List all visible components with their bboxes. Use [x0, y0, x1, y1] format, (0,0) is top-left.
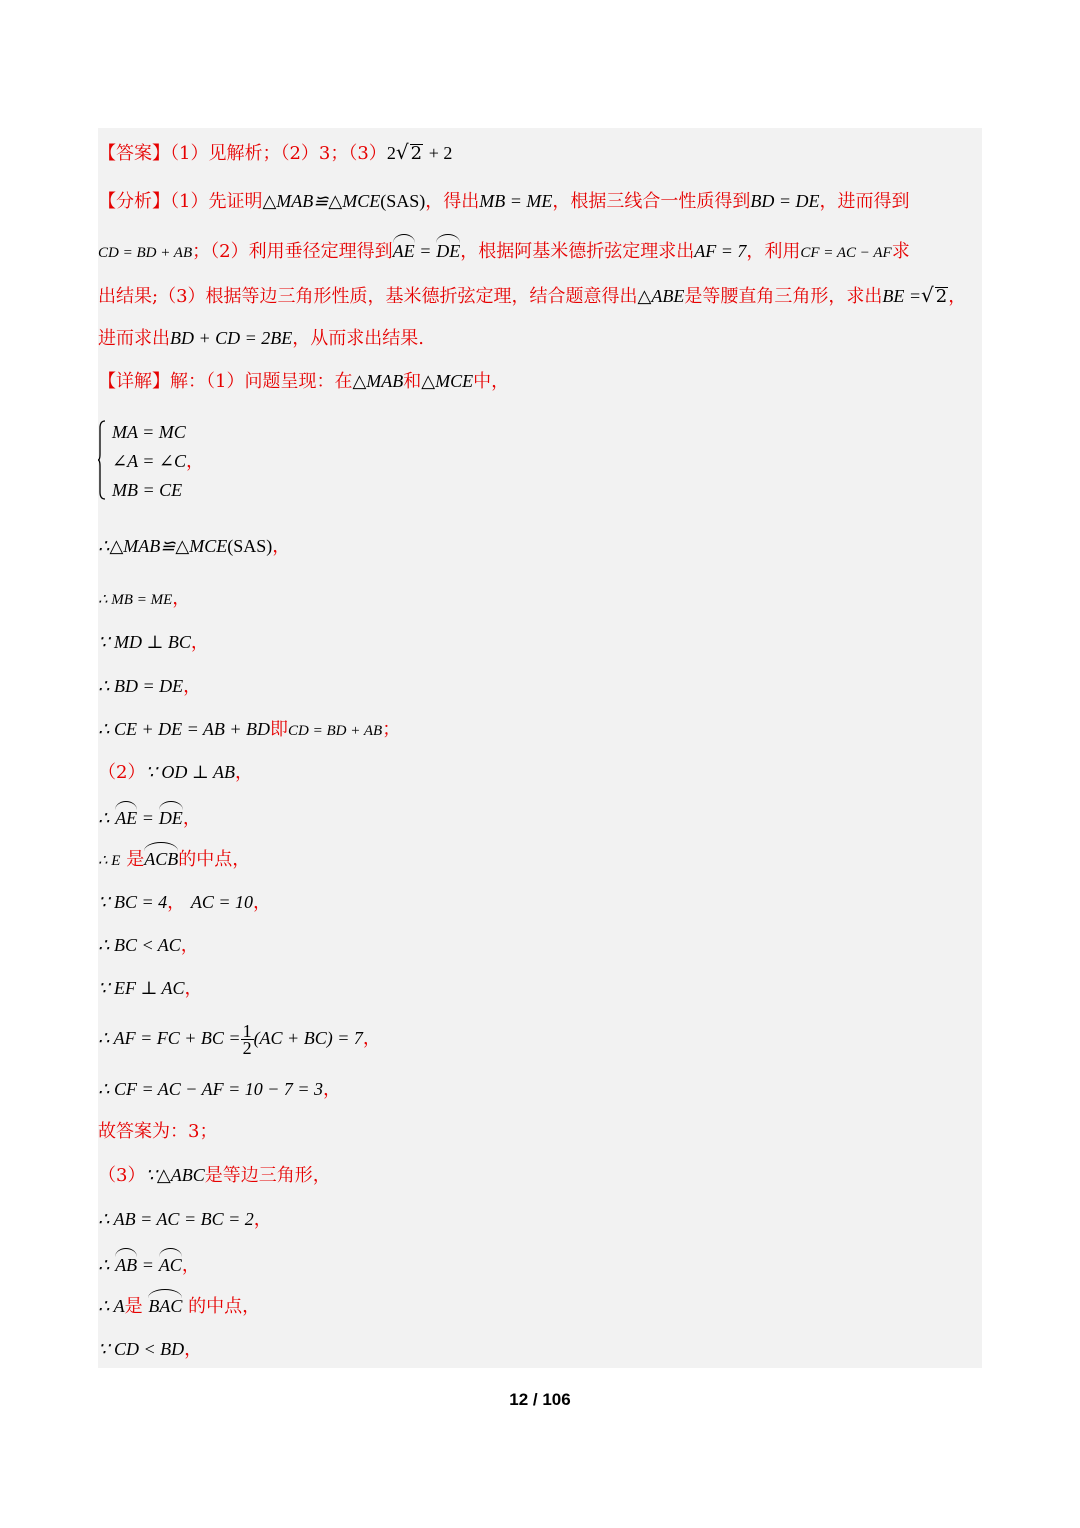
brace-icon: [98, 420, 106, 500]
part2-head: （2）∵ OD ⊥ AB，: [98, 762, 253, 783]
step-congruent: ∴△MAB≌△MCE(SAS)，: [98, 536, 291, 557]
answer-tag: 【答案】: [98, 143, 170, 164]
page-number: 12 / 106: [509, 1390, 571, 1409]
part3-head: （3）∵△ABC是等边三角形，: [98, 1165, 331, 1186]
step-arcs-ab-ac: ∴ AB = AC，: [98, 1255, 200, 1276]
detail-intro: 【详解】解：（1）问题呈现：在△MAB和△MCE中，: [98, 371, 510, 392]
answer-2: 故答案为：3；: [98, 1121, 218, 1142]
step-mb-me: ∴ MB = ME，: [98, 588, 191, 609]
analysis-line-1: 【分析】（1）先证明△MAB≌△MCE(SAS)，得出MB = ME，根据三线合一性质得到BD = DE，进而得到: [98, 191, 910, 212]
step-af: ∴ AF = FC + BC = $\frac{1}{2}$ (AC + BC) = 7，: [98, 1020, 381, 1058]
step-sum: ∴ CE + DE = AB + BD即CD = BD + AB；: [98, 719, 401, 740]
analysis-line-3: 出结果;（3）根据等边三角形性质，基米德折弦定理，结合题意得出△ABE是等腰直角三角形，求出BE =√ 2，: [98, 283, 967, 307]
analysis-line-4: 进而求出BD + CD = 2BE，从而求出结果.: [98, 328, 425, 349]
analysis-tag: 【分析】: [98, 191, 170, 212]
step-equal-sides: ∴ AB = AC = BC = 2，: [98, 1209, 272, 1230]
step-md-perp: ∵ MD ⊥ BC，: [98, 632, 209, 653]
step-a-midpoint: ∴ A是 BAC 的中点，: [98, 1296, 261, 1317]
equation-system: MA = MC ∠A = ∠C， MB = CE: [100, 418, 204, 505]
detail-tag: 【详解】: [98, 371, 170, 392]
step-bd-de: ∴ BD = DE，: [98, 676, 202, 697]
answer-line: 【答案】（1）见解析；（2）3；（3）2√ 2 + 2: [98, 140, 453, 164]
step-cd-lt-bd: ∵ CD < BD，: [98, 1339, 203, 1360]
answer-text: （1）见解析；（2）3；（3）: [170, 143, 387, 164]
step-bc-lt-ac: ∴ BC < AC，: [98, 935, 199, 956]
step-arcs-equal: ∴ AE = DE，: [98, 808, 201, 829]
analysis-line-2: CD = BD + AB；（2）利用垂径定理得到AE = DE，根据阿基米德折弦定理求出AF = 7，利用CF = AC − AF求: [98, 241, 910, 262]
step-cf: ∴ CF = AC − AF = 10 − 7 = 3，: [98, 1079, 342, 1100]
step-ef-perp: ∵ EF ⊥ AC，: [98, 978, 203, 999]
step-e-midpoint: ∴ E 是ACB的中点，: [98, 849, 251, 870]
step-given: ∵ BC = 4， AC = 10，: [98, 892, 271, 913]
fraction-half: $\frac{1}{2}$: [242, 1020, 252, 1058]
